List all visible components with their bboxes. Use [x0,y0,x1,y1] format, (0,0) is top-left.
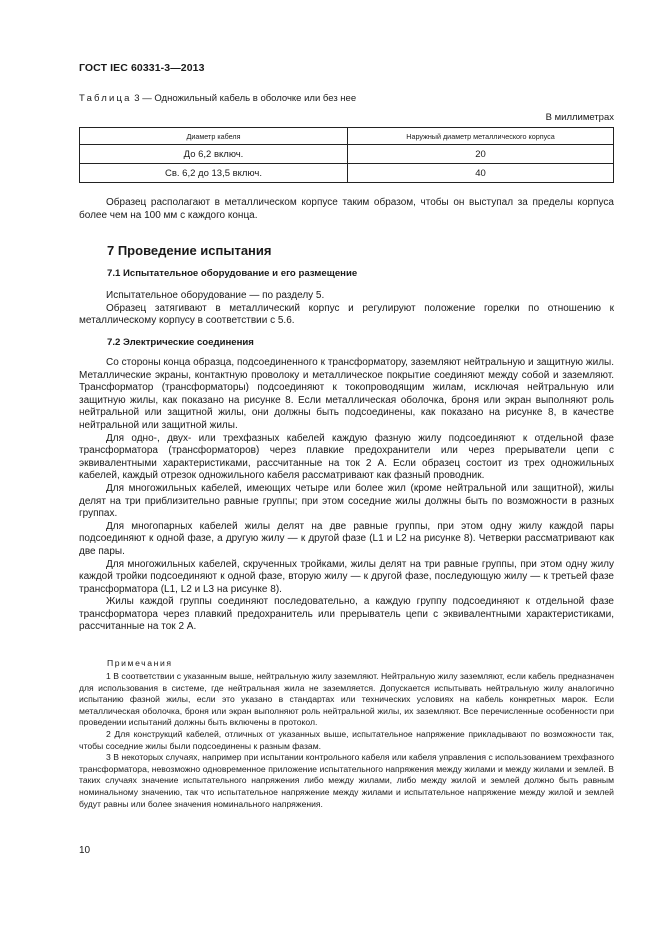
paragraph: Для одно-, двух- или трехфазных кабелей каждую фазную жилу подсоединяют к отдельной фазе трансформатора (трансформаторов) через плавкие предохранители или через прерыватели цепи с эквивалентными характеристиками, рассчитанные на ток 2 А. Если образец состоит из трех одножильных кабелей, каждый отрезок одножильного кабеля рассматривают как фазный проводник. [79,432,614,482]
subsection-7-2-body [79,357,614,634]
table-cell: Св. 6,2 до 13,5 включ. [80,164,348,183]
section-title: 7 Проведение испытания [107,243,272,258]
paragraph: Испытательное оборудование — по разделу 5. [106,290,325,301]
table-header-row [80,128,614,145]
subsection-title-7-2: 7.2 Электрические соединения [107,337,254,348]
note-item: 3 В некоторых случаях, например при испытании контрольного кабеля или кабеля управления с использованием трехфазного трансформатора, невозможно одновременное приложение испытательного напряжения между жилами и между жилами и землей. В таких случаях значение испытательного напряжения либо между жилами, либо между жилой и землей должно быть равным номинальному значению, так что испытательное напряжение между жилами и испытательное напряжение между жилой и землей будут равны или более значения номинального напряжения. [79,752,614,809]
table-cell: 20 [348,145,614,164]
page-number: 10 [79,845,91,856]
table-header-cell: Наружный диаметр металлического корпуса [348,128,614,145]
paragraph: Для многожильных кабелей, имеющих четыре или более жил (кроме нейтральной или защитной), жилы делят на три приблизительно равные группы; при этом соседние жилы должны быть по возможности в разных группах. [79,482,614,520]
paragraph: Жилы каждой группы соединяют последовательно, а каждую группу подсоединяют к отдельной фазе трансформатора через плавкий предохранитель или прерыватель цепи с эквивалентными характеристиками, рассчитанные на ток 2 А. [79,596,614,633]
note-item: 1 В соответствии с указанным выше, нейтральную жилу заземляют. Нейтральную жилу заземляют, если кабель предназначен для использования в системе, где нейтральная жила не заземляется. Допускается испытывать нейтральную жилу аналогично испытанию фазной жилы, если это указано в стандартах или технических условиях на кабель конкретных марок. Если металлическая оболочка, броня или экран выполняют роль нейтральной жилы, их заземляют. Все перечисленные особенности при проведении испытаний должны быть включены в протокол. [79,671,614,728]
table-cell: 40 [348,164,614,183]
table-row [80,164,614,183]
cable-diameter-table [79,127,614,183]
table-caption [79,93,356,104]
standard-header: ГОСТ IEC 60331-3—2013 [79,62,205,74]
table-caption-label: Таблица [79,93,132,104]
table-caption-text: 3 — Одножильный кабель в оболочке или без нее [134,93,357,104]
note-item: 2 Для конструкций кабелей, отличных от указанных выше, испытательное напряжение прикладывают по возможности так, чтобы соседние жилы были подсоединены к разным фазам. [79,728,614,751]
subsection-title-7-1: 7.1 Испытательное оборудование и его размещение [107,268,358,279]
paragraph: Для многожильных кабелей, скрученных тройками, жилы делят на три равные группы, при этом одну жилу каждой тройки подсоединяют к одной фазе, вторую жилу — к другой фазе, последующую жилу — к третьей фазе трансформатора (L1, L2 и L3 на рисунке 8). [79,558,614,595]
paragraph: Со стороны конца образца, подсоединенного к трансформатору, заземляют нейтральную и защитную жилы. Металлические экраны, контактную проволоку и металлическое покрытие соединяют между собой и заземляют. Трансформатор (трансформаторы) подсоединяют к токопроводящим жилам, исключая нейтральную или защитную жилы, как показано на рисунке 8. Если металлическая оболочка, броня или экран выполняют роль нейтральной или защитной жилы, они должны быть подсоединены, как показано на рисунке 8, в качестве нейтральной или защитной жилы. [79,357,614,431]
table-row [80,145,614,164]
notes-heading: Примечания [107,658,173,668]
after-table-text [79,197,614,222]
paragraph: Образец затягивают в металлический корпус и регулируют положение горелки по отношению к металлическому корпусу в соответствии с 5.6. [79,302,614,327]
notes-body [79,671,614,810]
table-cell: До 6,2 включ. [80,145,348,164]
table-header-cell: Диаметр кабеля [80,128,348,145]
paragraph: Для многопарных кабелей жилы делят на две равные группы, при этом одну жилу каждой пары подсоединяют к одной фазе, а другую жилу — к другой фазе (L1 и L2 на рисунке 8). Четверки рассматривают как две пары. [79,520,614,557]
subsection-7-1-body [79,290,614,328]
paragraph: Образец располагают в металлическом корпусе таким образом, чтобы он выступал за пределы корпуса более чем на 100 мм с каждого конца. [79,197,614,221]
table-units: В миллиметрах [545,112,614,123]
